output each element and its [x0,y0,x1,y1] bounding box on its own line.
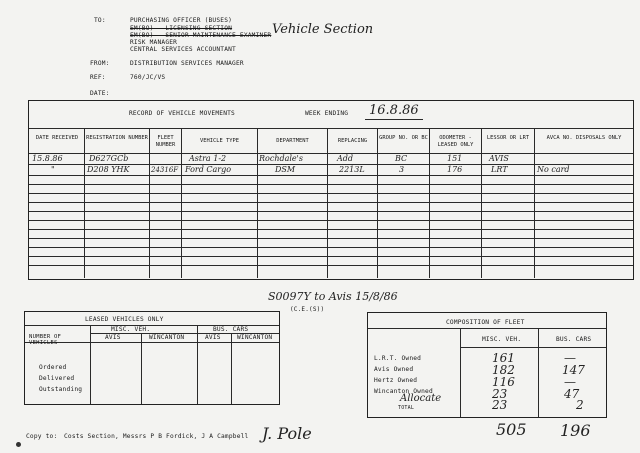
fleet-bus-value: 147 [562,363,585,377]
table-cell: Add [337,154,354,163]
to-line-2: EM(BO) - LICENSING SECTION [130,25,233,32]
table-cell: Ford Cargo [185,165,232,174]
vehicle-movements-table [28,100,634,280]
leased-subcol: WINCANTON [149,334,185,341]
col-date-received: DATE RECEIVED [35,135,79,141]
table-cell: AVIS [489,154,509,163]
leased-title: LEASED VEHICLES ONLY [85,316,164,323]
table-cell: Astra 1-2 [189,154,227,163]
fleet-bus-value: 47 [564,387,580,401]
fleet-total-label: TOTAL [398,405,415,411]
fleet-bus-value: — [564,351,576,365]
table-cell: 3 [399,165,405,174]
fleet-row-label: Allocate [400,393,442,404]
signature: J. Pole [262,424,312,443]
col-group-no: GROUP NO. OR BC [379,135,428,141]
fleet-bus-value: — [564,375,576,389]
handwritten-note-sub: (C.E.(S)) [290,306,325,313]
ref-label: REF: [90,74,106,81]
fleet-misc-value: 116 [492,375,515,389]
leased-bus-label: BUS. CARS [213,326,249,333]
leased-number-label: NUMBER OF VEHICLES [29,334,62,346]
from-value: DISTRIBUTION SERVICES MANAGER [130,60,244,67]
col-lessor: LESSOR OR LRT [486,135,530,141]
table-cell: 2213L [339,165,365,174]
table-cell: 15.8.86 [32,154,63,163]
fleet-title: COMPOSITION OF FLEET [446,319,525,326]
table-cell: No card [537,165,570,174]
leased-subcol: AVIS [105,334,121,341]
leased-row-label: Ordered [39,364,67,371]
handwritten-note: S0097Y to Avis 15/8/86 [268,290,398,303]
leased-row-label: Delivered [39,375,75,382]
to-line-1: PURCHASING OFFICER (BUSES) [130,17,233,24]
fleet-misc-value: 182 [492,363,515,377]
copy-to-value: Costs Section, Messrs P B Fordick, J A Campbell [64,433,249,440]
fleet-sum-bus: 196 [560,421,591,440]
table-cell: D208 YHK [87,165,130,174]
fleet-row-label: Wincanton Owned [374,388,433,395]
record-title: RECORD OF VEHICLE MOVEMENTS [129,110,235,117]
fleet-sum-misc: 505 [496,420,527,439]
week-ending-value: 16.8.86 [369,103,419,118]
fleet-row-label: Avis Owned [374,366,414,373]
to-handwritten-note: Vehicle Section [272,22,374,37]
col-fleet-number: FLEET NUMBER [155,135,176,148]
hole-punch-mark [16,442,21,447]
date-label: DATE: [90,90,110,97]
col-registration-number: REGISTRATION NUMBER [86,135,148,141]
fleet-row-label: Hertz Owned [374,377,418,384]
fleet-composition-table [367,312,607,418]
table-cell: Rochdale's [259,154,303,163]
fleet-misc-label: MISC. VEH. [482,336,522,343]
col-department: DEPARTMENT [276,138,309,144]
leased-row-label: Outstanding [39,386,83,393]
from-label: FROM: [90,60,110,67]
table-cell: DSM [275,165,296,174]
col-vehicle-type: VEHICLE TYPE [200,138,239,144]
leased-misc-label: MISC. VEH. [111,326,151,333]
fleet-misc-value: 161 [492,351,515,365]
fleet-bus-value: 2 [576,398,584,412]
to-line-4: RISK MANAGER [130,39,178,46]
to-line-5: CENTRAL SERVICES ACCOUNTANT [130,46,236,53]
table-cell: " [51,165,55,174]
to-label: TO: [94,17,106,24]
col-replacing: REPLACING [337,138,368,144]
copy-to-label: Copy to: [26,433,58,440]
table-cell: 151 [447,154,463,163]
table-cell: BC [395,154,408,163]
week-ending-label: WEEK ENDING [305,110,349,117]
fleet-misc-value: 23 [492,398,508,412]
ref-value: 760/JC/VS [130,74,166,81]
fleet-misc-value: 23 [492,387,508,401]
col-odometer: ODOMETER - LEASED ONLY [437,135,474,148]
leased-subcol: WINCANTON [237,334,273,341]
leased-subcol: AVIS [205,334,221,341]
table-cell: LRT [491,165,508,174]
table-cell: 24316F [151,166,179,174]
fleet-bus-label: BUS. CARS [556,336,592,343]
table-cell: 176 [447,165,463,174]
fleet-row-label: L.R.T. Owned [374,355,422,362]
table-cell: D627GCb [89,154,129,163]
to-line-3: EM(BO) - SENIOR MAINTENANCE EXAMINER [130,32,272,39]
leased-vehicles-table [24,311,280,405]
col-avca-no: AVCA NO. DISPOSALS ONLY [546,135,622,141]
